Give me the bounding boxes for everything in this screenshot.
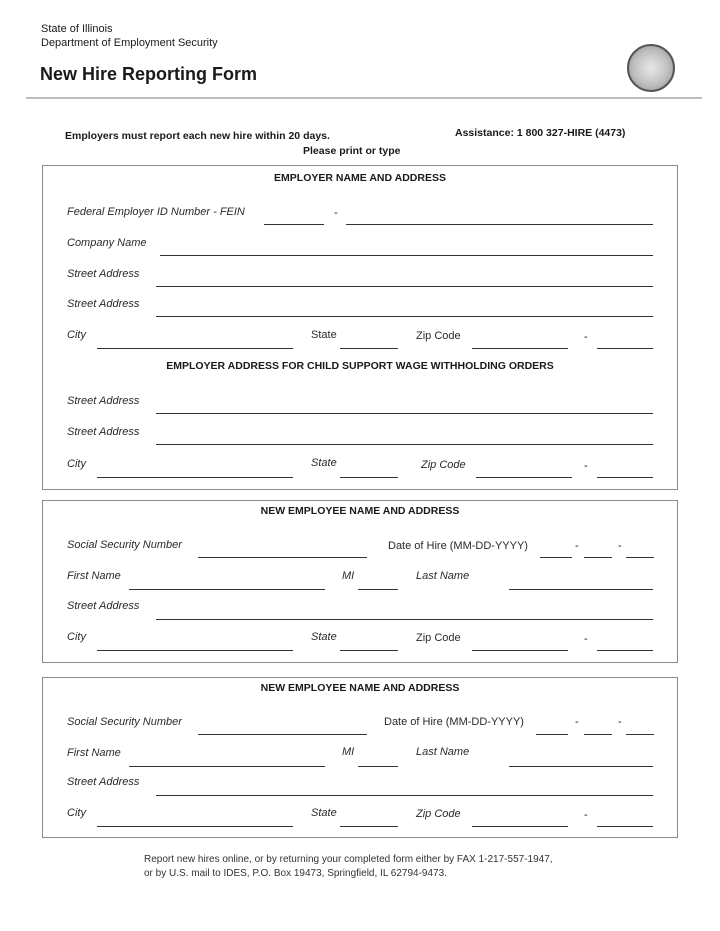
employee-1-zip-dash: - bbox=[584, 633, 588, 645]
employee-2-ssn-field[interactable] bbox=[198, 734, 367, 735]
withholding-state-field[interactable] bbox=[340, 477, 398, 478]
withholding-street-1-label: Street Address bbox=[67, 395, 140, 407]
company-name-field[interactable] bbox=[160, 255, 653, 256]
employee-1-last-name-field[interactable] bbox=[509, 589, 653, 590]
company-name-label: Company Name bbox=[67, 237, 147, 249]
header-divider bbox=[26, 97, 702, 99]
employer-zip-dash: - bbox=[584, 331, 588, 343]
employee-2-zip-field[interactable] bbox=[472, 826, 568, 827]
employer-zip-label: Zip Code bbox=[416, 330, 461, 342]
withholding-city-label: City bbox=[67, 458, 86, 470]
employer-street-1-label: Street Address bbox=[67, 268, 140, 280]
employee-2-zip-dash: - bbox=[584, 809, 588, 821]
print-note: Please print or type bbox=[303, 145, 401, 157]
employee-2-last-name-label: Last Name bbox=[416, 746, 470, 758]
employee-1-first-name-label: First Name bbox=[67, 570, 121, 582]
employee-1-street-label: Street Address bbox=[67, 600, 140, 612]
employee-1-hire-dash-1: - bbox=[575, 540, 579, 552]
employee-2-hire-day-field[interactable] bbox=[584, 734, 612, 735]
employee-1-ssn-label: Social Security Number bbox=[67, 539, 182, 551]
employee-2-street-label: Street Address bbox=[67, 776, 140, 788]
employee-2-city-label: City bbox=[67, 807, 86, 819]
withholding-city-field[interactable] bbox=[97, 477, 293, 478]
employee-1-mi-field[interactable] bbox=[358, 589, 398, 590]
withholding-state-label: State bbox=[311, 457, 337, 469]
employee-2-hire-dash-2: - bbox=[618, 716, 622, 728]
employee-2-hire-date-label: Date of Hire (MM-DD-YYYY) bbox=[384, 716, 524, 728]
withholding-street-2-label: Street Address bbox=[67, 426, 140, 438]
employee-1-street-field[interactable] bbox=[156, 619, 653, 620]
employer-section-title: EMPLOYER NAME AND ADDRESS bbox=[274, 172, 446, 184]
assistance-text: Assistance: 1 800 327-HIRE (4473) bbox=[455, 127, 626, 139]
employee-2-state-label: State bbox=[311, 807, 337, 819]
employer-city-label: City bbox=[67, 329, 86, 341]
employer-state-label: State bbox=[311, 329, 337, 341]
footer-line-2: or by U.S. mail to IDES, P.O. Box 19473, Springfield, IL 62794-9473. bbox=[144, 868, 447, 879]
employee-2-ssn-label: Social Security Number bbox=[67, 716, 182, 728]
withholding-zip-label: Zip Code bbox=[421, 459, 466, 471]
fein-suffix-field[interactable] bbox=[346, 224, 653, 225]
employee-1-zip4-field[interactable] bbox=[597, 650, 653, 651]
employee-2-zip-label: Zip Code bbox=[416, 808, 461, 820]
withholding-zip-dash: - bbox=[584, 460, 588, 472]
employee-2-zip4-field[interactable] bbox=[597, 826, 653, 827]
withholding-zip4-field[interactable] bbox=[597, 477, 653, 478]
employee-1-last-name-label: Last Name bbox=[416, 570, 470, 582]
employee-2-city-field[interactable] bbox=[97, 826, 293, 827]
employee-2-last-name-field[interactable] bbox=[509, 766, 653, 767]
employee-1-hire-dash-2: - bbox=[618, 540, 622, 552]
fein-prefix-field[interactable] bbox=[264, 224, 324, 225]
fein-label: Federal Employer ID Number - FEIN bbox=[67, 206, 245, 218]
state-seal-icon bbox=[627, 44, 675, 92]
employer-street-2-label: Street Address bbox=[67, 298, 140, 310]
employee-2-first-name-field[interactable] bbox=[129, 766, 325, 767]
employer-city-field[interactable] bbox=[97, 348, 293, 349]
fein-dash: - bbox=[334, 207, 338, 219]
employee-1-city-field[interactable] bbox=[97, 650, 293, 651]
employee-2-first-name-label: First Name bbox=[67, 747, 121, 759]
employee-2-street-field[interactable] bbox=[156, 795, 653, 796]
withholding-zip-field[interactable] bbox=[476, 477, 572, 478]
withholding-section-title: EMPLOYER ADDRESS FOR CHILD SUPPORT WAGE WITHHOLDING ORDERS bbox=[166, 360, 554, 372]
employer-zip-field[interactable] bbox=[472, 348, 568, 349]
employee-1-hire-year-field[interactable] bbox=[626, 557, 654, 558]
report-notice: Employers must report each new hire within 20 days. bbox=[65, 130, 330, 142]
agency-line-1: State of Illinois bbox=[41, 23, 113, 35]
employee-2-hire-month-field[interactable] bbox=[536, 734, 568, 735]
employee-1-mi-label: MI bbox=[342, 570, 355, 582]
employer-state-field[interactable] bbox=[340, 348, 398, 349]
employee-2-section bbox=[42, 677, 678, 838]
employee-1-state-field[interactable] bbox=[340, 650, 398, 651]
employee-2-section-title: NEW EMPLOYEE NAME AND ADDRESS bbox=[260, 682, 460, 694]
employee-1-section-title: NEW EMPLOYEE NAME AND ADDRESS bbox=[260, 505, 460, 517]
employee-1-hire-month-field[interactable] bbox=[540, 557, 572, 558]
employee-2-mi-field[interactable] bbox=[358, 766, 398, 767]
employee-1-hire-date-label: Date of Hire (MM-DD-YYYY) bbox=[388, 540, 528, 552]
employee-1-zip-label: Zip Code bbox=[416, 632, 461, 644]
employee-2-mi-label: MI bbox=[342, 746, 355, 758]
employee-2-hire-dash-1: - bbox=[575, 716, 579, 728]
employee-1-section bbox=[42, 500, 678, 663]
footer-line-1: Report new hires online, or by returning your completed form either by FAX 1-217-557-1947, bbox=[144, 854, 553, 865]
employee-1-ssn-field[interactable] bbox=[198, 557, 367, 558]
employee-2-hire-year-field[interactable] bbox=[626, 734, 654, 735]
employer-street-2-field[interactable] bbox=[156, 316, 653, 317]
employee-1-state-label: State bbox=[311, 631, 337, 643]
employer-zip4-field[interactable] bbox=[597, 348, 653, 349]
employee-1-city-label: City bbox=[67, 631, 86, 643]
employee-1-hire-day-field[interactable] bbox=[584, 557, 612, 558]
withholding-street-1-field[interactable] bbox=[156, 413, 653, 414]
agency-line-2: Department of Employment Security bbox=[41, 37, 218, 49]
employee-1-first-name-field[interactable] bbox=[129, 589, 325, 590]
form-title: New Hire Reporting Form bbox=[40, 64, 258, 84]
withholding-street-2-field[interactable] bbox=[156, 444, 653, 445]
employee-2-state-field[interactable] bbox=[340, 826, 398, 827]
employee-1-zip-field[interactable] bbox=[472, 650, 568, 651]
employer-street-1-field[interactable] bbox=[156, 286, 653, 287]
